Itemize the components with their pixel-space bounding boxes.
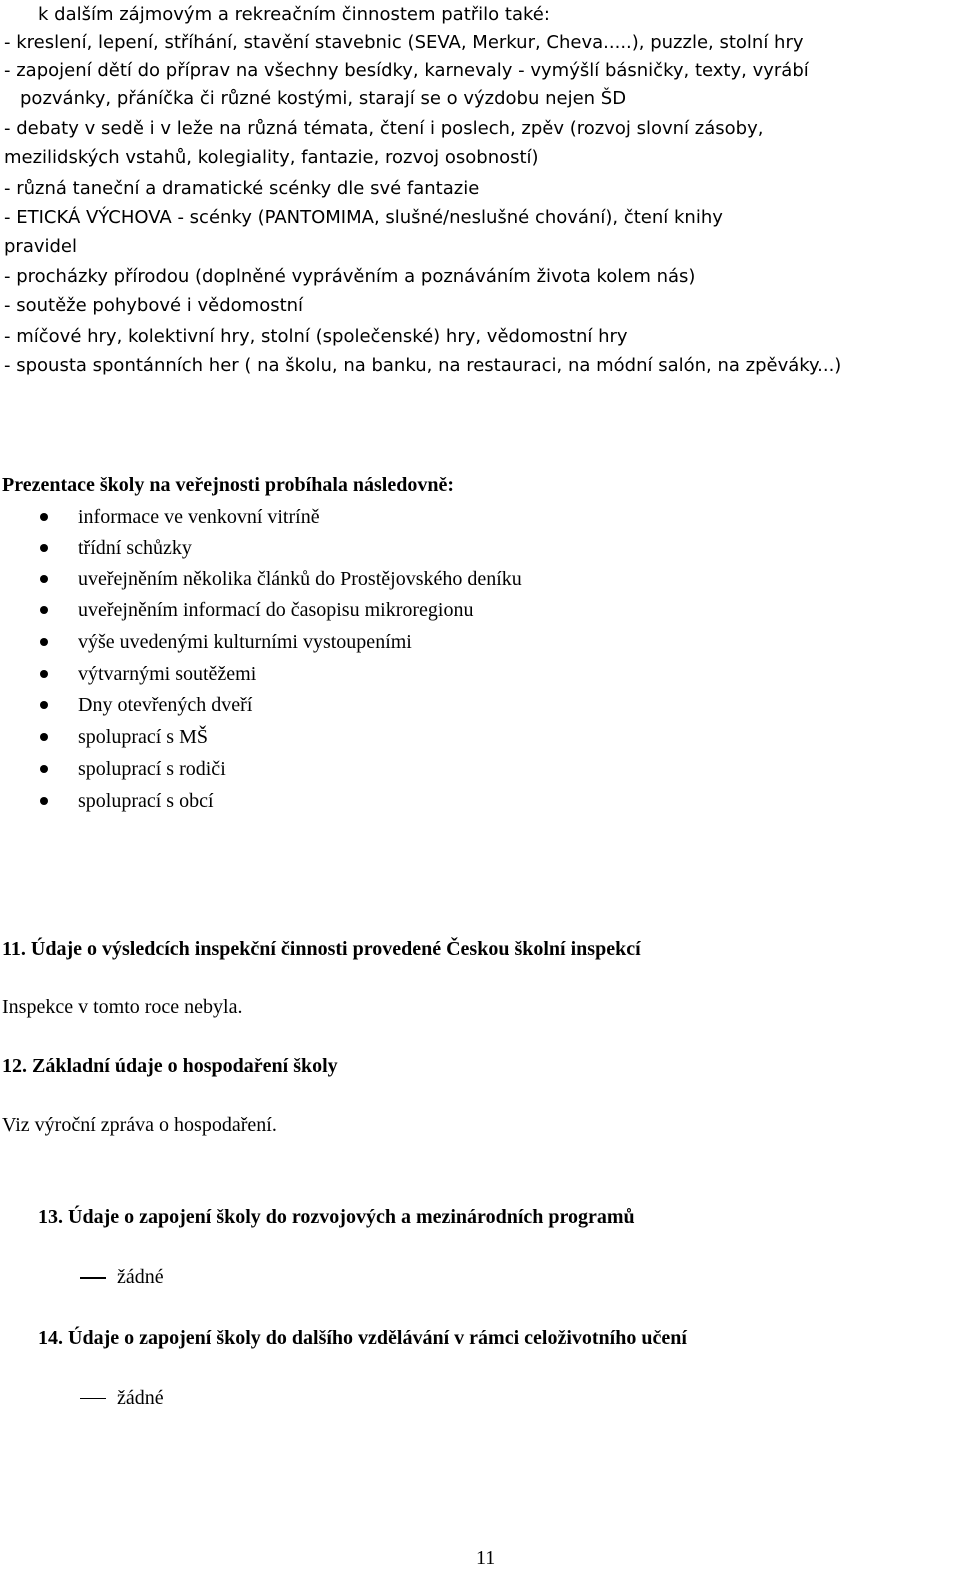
bullet-icon bbox=[40, 638, 48, 646]
list-item: Dny otevřených dveří bbox=[78, 694, 253, 716]
section-11-heading: 11. Údaje o výsledcích inspekční činnosti provedené Českou školní inspekcí bbox=[2, 938, 641, 960]
activity-line: - kreslení, lepení, stříhání, stavění stavebnic (SEVA, Merkur, Cheva.....), puzzle, stolní hry bbox=[4, 32, 804, 53]
section-11-text: Inspekce v tomto roce nebyla. bbox=[2, 996, 243, 1018]
list-item: spoluprací s MŠ bbox=[78, 726, 208, 748]
section-14-heading: 14. Údaje o zapojení školy do dalšího vzdělávání v rámci celoživotního učení bbox=[38, 1327, 687, 1349]
list-item: výše uvedenými kulturními vystoupeními bbox=[78, 631, 412, 653]
list-item: informace ve venkovní vitríně bbox=[78, 506, 320, 528]
dash-icon bbox=[80, 1398, 106, 1399]
bullet-icon bbox=[40, 797, 48, 805]
dash-icon bbox=[80, 1277, 106, 1279]
list-item: výtvarnými soutěžemi bbox=[78, 663, 257, 685]
activity-line: - míčové hry, kolektivní hry, stolní (společenské) hry, vědomostní hry bbox=[4, 326, 628, 347]
list-item: uveřejněním několika článků do Prostějovského deníku bbox=[78, 568, 522, 590]
activity-line: pravidel bbox=[4, 236, 78, 257]
bullet-icon bbox=[40, 544, 48, 552]
list-item: třídní schůzky bbox=[78, 537, 192, 559]
section-14-item: žádné bbox=[117, 1387, 164, 1409]
bullet-icon bbox=[40, 670, 48, 678]
bullet-icon bbox=[40, 513, 48, 521]
activity-line: - ETICKÁ VÝCHOVA - scénky (PANTOMIMA, slušné/neslušné chování), čtení knihy bbox=[4, 207, 723, 228]
section-13-heading: 13. Údaje o zapojení školy do rozvojových a mezinárodních programů bbox=[38, 1206, 635, 1228]
section-12-heading: 12. Základní údaje o hospodaření školy bbox=[2, 1055, 338, 1077]
list-item: uveřejněním informací do časopisu mikroregionu bbox=[78, 599, 474, 621]
bullet-icon bbox=[40, 575, 48, 583]
page-number: 11 bbox=[476, 1547, 496, 1569]
section-13-item: žádné bbox=[117, 1266, 164, 1288]
activity-line: - debaty v sedě i v leže na různá témata, čtení i poslech, zpěv (rozvoj slovní zásoby, bbox=[4, 118, 764, 139]
presentation-heading: Prezentace školy na veřejnosti probíhala následovně: bbox=[2, 474, 455, 496]
activity-line: - procházky přírodou (doplněné vyprávěním a poznáváním života kolem nás) bbox=[4, 266, 696, 287]
section-12-text: Viz výroční zpráva o hospodaření. bbox=[2, 1114, 277, 1136]
bullet-icon bbox=[40, 765, 48, 773]
activity-line: - zapojení dětí do příprav na všechny besídky, karnevaly - vymýšlí básničky, texty, vyrábí bbox=[4, 60, 809, 81]
bullet-icon bbox=[40, 606, 48, 614]
activity-line: mezilidských vstahů, kolegiality, fantazie, rozvoj osobností) bbox=[4, 147, 539, 168]
list-item: spoluprací s obcí bbox=[78, 790, 214, 812]
bullet-icon bbox=[40, 733, 48, 741]
list-item: spoluprací s rodiči bbox=[78, 758, 226, 780]
activity-line: pozvánky, přáníčka či různé kostými, starají se o výzdobu nejen ŠD bbox=[20, 88, 627, 109]
activity-line: - různá taneční a dramatické scénky dle své fantazie bbox=[4, 178, 480, 199]
activity-line: - soutěže pohybové i vědomostní bbox=[4, 295, 304, 316]
bullet-icon bbox=[40, 701, 48, 709]
activities-intro: k dalším zájmovým a rekreačním činnostem patřilo také: bbox=[38, 4, 550, 25]
activity-line: - spousta spontánních her ( na školu, na banku, na restauraci, na módní salón, na zpěváky...) bbox=[4, 355, 842, 376]
